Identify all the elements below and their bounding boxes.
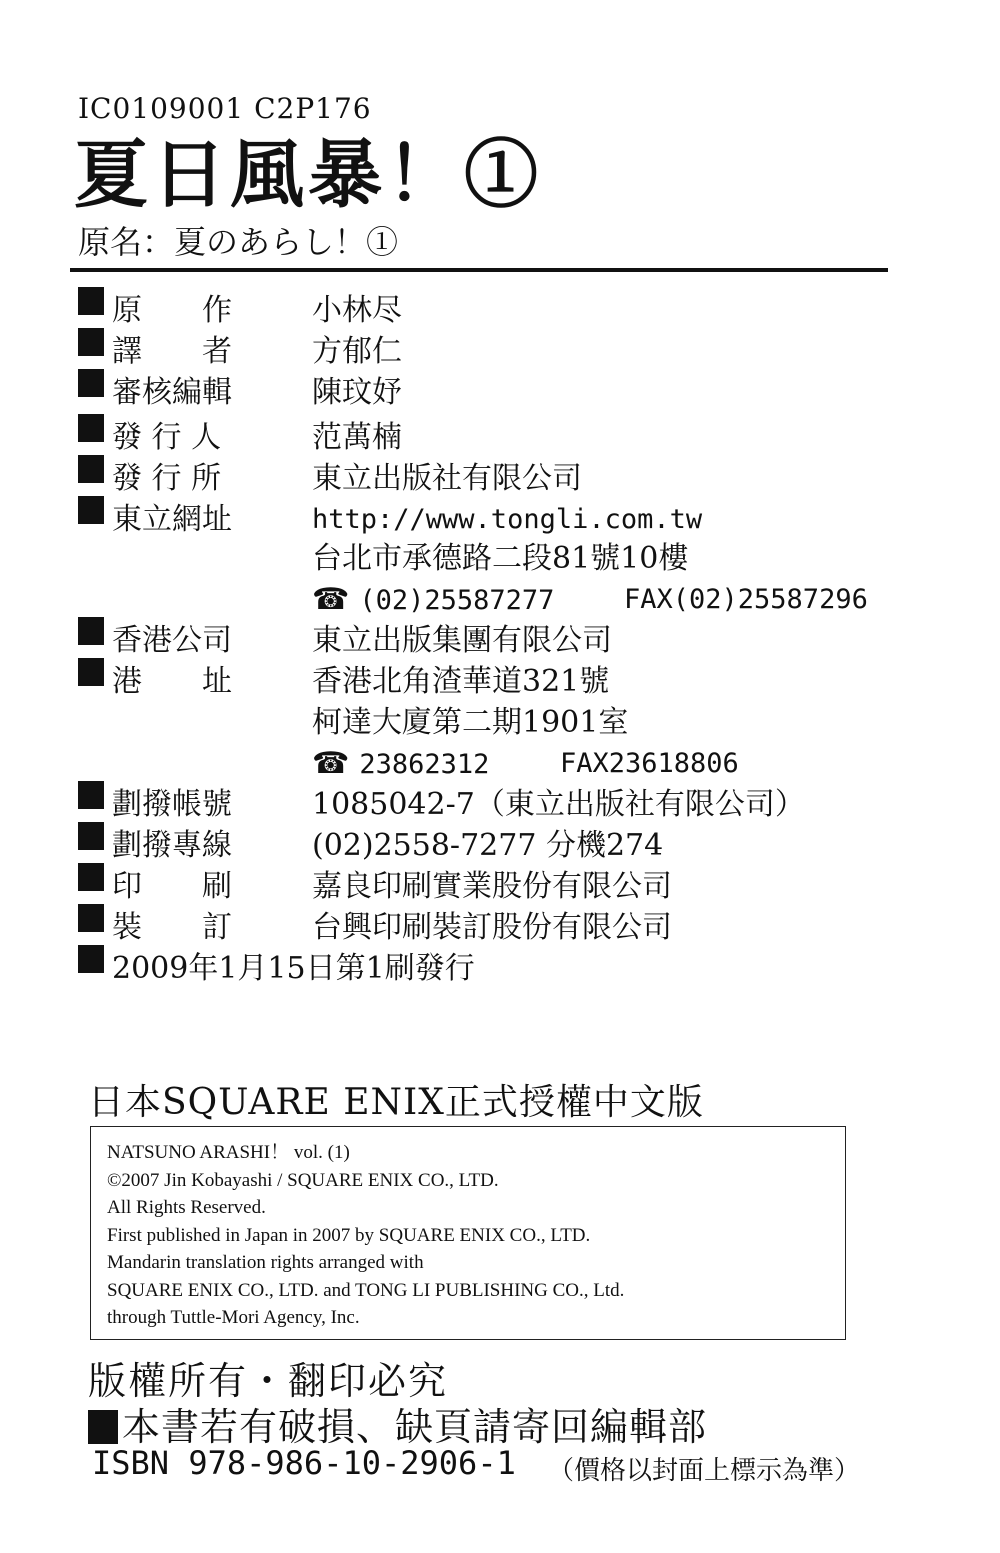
bullet-square-icon — [78, 822, 104, 850]
authorization-line: 日本SQUARE ENIX正式授權中文版 — [88, 1082, 704, 1123]
isbn: ISBN 978-986-10-2906-1 — [92, 1444, 516, 1482]
credit-label: 發 行 所 — [112, 461, 222, 496]
credit-label: 東立網址 — [112, 502, 232, 537]
publication-date: 2009年1月15日第1刷發行 — [112, 951, 475, 986]
copyright-line: SQUARE ENIX CO., LTD. and TONG LI PUBLISHING CO., Ltd. — [107, 1279, 625, 1301]
credit-row-account — [78, 784, 805, 826]
damage-notice — [88, 1396, 707, 1451]
copyright-line: ©2007 Jin Kobayashi / SQUARE ENIX CO., LTD. — [107, 1169, 499, 1191]
credit-label: 審核編輯 — [112, 375, 232, 410]
copyright-line: NATSUNO ARASHI！ vol. (1) — [107, 1142, 350, 1163]
copyright-line: All Rights Reserved. — [107, 1197, 266, 1218]
original-title: 原名：夏のあらし！① — [78, 223, 399, 261]
bullet-square-icon — [78, 414, 104, 442]
credit-row-translator — [78, 331, 402, 373]
credit-value: 柯達大廈第二期1901室 — [312, 705, 629, 740]
product-code: IC0109001 C2P176 — [78, 92, 372, 125]
credit-row-hk-address — [78, 661, 610, 703]
credit-row-hotline — [78, 825, 664, 867]
credit-value: 小林尽 — [312, 293, 402, 328]
credit-value: 台北市承德路二段81號10樓 — [312, 541, 689, 576]
telephone-icon: ☎ — [312, 746, 350, 781]
bullet-square-icon — [78, 658, 104, 686]
credit-row-publishing-house — [78, 458, 582, 500]
credit-value: 方郁仁 — [312, 334, 402, 369]
credit-value: (02)2558-7277 分機274 — [312, 828, 664, 863]
copyright-line: through Tuttle-Mori Agency, Inc. — [107, 1307, 360, 1328]
credit-label: 譯 者 — [112, 334, 232, 369]
credit-value: 陳玟妤 — [312, 375, 402, 410]
credit-label: 發 行 人 — [112, 420, 222, 455]
credit-value: 范萬楠 — [312, 420, 402, 455]
fax-number: FAX23618806 — [560, 748, 739, 779]
credit-row-binding — [78, 907, 672, 949]
telephone-icon: ☎ — [312, 582, 350, 617]
date-line-row — [78, 948, 475, 990]
website-link[interactable]: http://www.tongli.com.tw — [312, 504, 703, 535]
copyright-line: First published in Japan in 2007 by SQUARE ENIX CO., LTD. — [107, 1224, 591, 1246]
credit-row-website — [78, 499, 703, 541]
credit-label: 香港公司 — [112, 623, 232, 658]
credit-label: 劃撥帳號 — [112, 787, 232, 822]
credit-value: 東立出版社有限公司 — [312, 461, 582, 496]
credit-label: 劃撥專線 — [112, 828, 232, 863]
bullet-square-icon — [78, 617, 104, 645]
credit-row-printing — [78, 866, 672, 908]
fax-number: FAX(02)25587296 — [624, 584, 868, 615]
credit-row-publisher — [78, 417, 402, 459]
credit-row-hk-company — [78, 620, 612, 662]
book-title: 夏日風暴！① — [74, 132, 542, 218]
credit-label: 港 址 — [112, 664, 232, 699]
phone-line — [312, 743, 489, 786]
bullet-square-icon — [78, 287, 104, 315]
phone-number: 23862312 — [359, 749, 490, 780]
bullet-square-icon — [78, 369, 104, 397]
credit-label: 印 刷 — [112, 869, 232, 904]
credit-value: 台興印刷裝訂股份有限公司 — [312, 910, 672, 945]
credit-value: 1085042-7（東立出版社有限公司） — [312, 787, 805, 822]
credit-label: 原 作 — [112, 293, 232, 328]
bullet-square-icon — [78, 781, 104, 809]
bullet-square-icon — [78, 945, 104, 973]
credit-row-editor — [78, 372, 402, 414]
bullet-square-icon — [78, 904, 104, 932]
bullet-square-icon — [78, 328, 104, 356]
phone-number: (02)25587277 — [359, 585, 555, 616]
bullet-square-icon — [78, 496, 104, 524]
copyright-line: Mandarin translation rights arranged with — [107, 1252, 424, 1273]
bullet-square-icon — [78, 455, 104, 483]
bullet-square-icon — [88, 1410, 118, 1444]
credit-row-author — [78, 290, 402, 332]
credit-value: 東立出版集團有限公司 — [312, 623, 612, 658]
divider-rule — [70, 268, 888, 272]
rights-reserved: 版權所有・翻印必究 — [88, 1359, 449, 1403]
price-note: （價格以封面上標示為準） — [548, 1456, 861, 1486]
phone-line — [312, 579, 554, 622]
credit-label: 裝 訂 — [112, 910, 232, 945]
credit-value: 嘉良印刷實業股份有限公司 — [312, 869, 672, 904]
bullet-square-icon — [78, 863, 104, 891]
damage-notice-text: 本書若有破損、缺頁請寄回編輯部 — [122, 1405, 708, 1449]
credit-value: 香港北角渣華道321號 — [312, 664, 610, 699]
copyright-box — [90, 1126, 846, 1340]
